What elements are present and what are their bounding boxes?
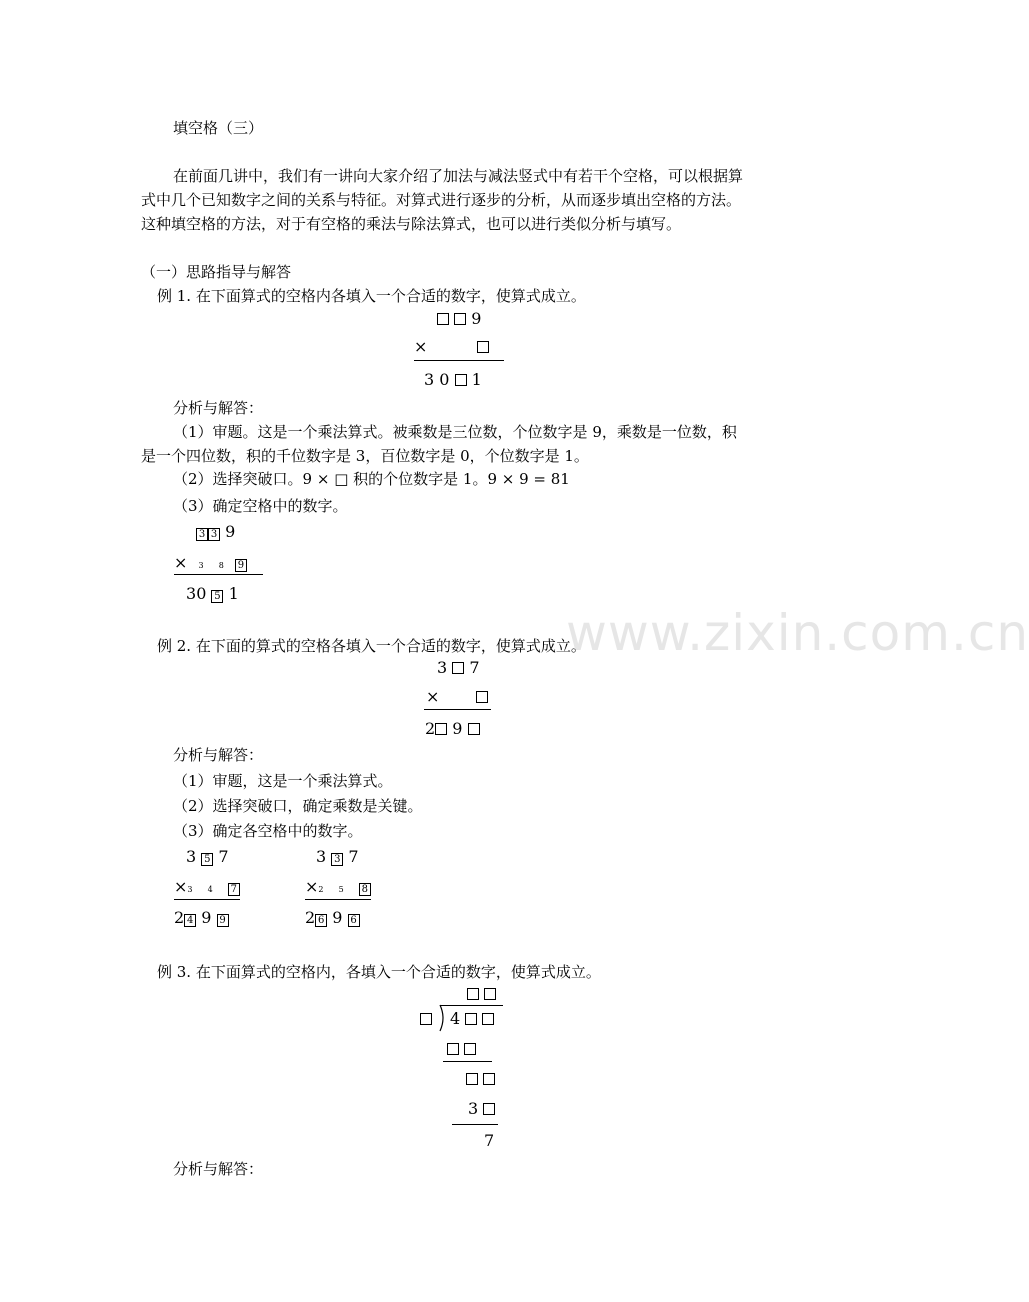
- digit: 7: [348, 847, 359, 866]
- ex2-step2: （2）选择突破口，确定乘数是关键。: [173, 797, 423, 815]
- example1-prompt: 例 1. 在下面算式的空格内各填入一个合适的数字，使算式成立。: [157, 287, 586, 305]
- ex3-analysis-title: 分析与解答：: [173, 1160, 264, 1178]
- digit: 0: [196, 584, 207, 603]
- blank-box: [452, 662, 464, 674]
- ex1-problem-rule: [414, 360, 504, 361]
- digit: 9: [201, 908, 212, 927]
- carry-digit: 2: [318, 885, 324, 894]
- digit: 0: [439, 370, 450, 389]
- digit: 2: [305, 908, 316, 927]
- ex1-solution-row1: [196, 522, 235, 542]
- ex1-step1-line1: （1）审题。这是一个乘法算式。被乘数是三位数，个位数字是 9，乘数是一位数，积: [173, 423, 737, 441]
- ex1-problem-product: [424, 370, 482, 390]
- carry-digit: 8: [218, 561, 224, 570]
- ex1-solution-product: [186, 584, 239, 604]
- intro-line-2: 式中几个已知数字之间的关系与特征。对算式进行逐步的分析，从而逐步填出空格的方法。: [141, 191, 742, 209]
- ex2-left-row2: [174, 877, 240, 900]
- digit: 3: [468, 1099, 479, 1118]
- intro-line-3: 这种填空格的方法，对于有空格的乘法与除法算式，也可以进行类似分析与填写。: [141, 215, 682, 233]
- ex3-sub2: [468, 1099, 495, 1119]
- digit: 1: [228, 584, 239, 603]
- ex3-division-bracket: [436, 1004, 448, 1032]
- blank-box: [484, 988, 496, 1000]
- ex3-sub1: [447, 1039, 476, 1059]
- filled-box: 8: [359, 883, 371, 896]
- ex3-remainder: 7: [484, 1131, 495, 1150]
- filled-box: 3: [331, 853, 343, 866]
- blank-box: [476, 691, 488, 703]
- example3-prompt: 例 3. 在下面算式的空格内，各填入一个合适的数字，使算式成立。: [157, 963, 601, 981]
- ex2-left-row1: [186, 847, 229, 867]
- ex2-multiplier: [476, 687, 488, 707]
- times-sign: ×: [426, 687, 440, 706]
- ex3-dividend: [450, 1009, 494, 1029]
- blank-box: [465, 1013, 477, 1025]
- ex3-divisor: [420, 1009, 432, 1029]
- carry-digit: 5: [338, 885, 344, 894]
- blank-box: [420, 1013, 432, 1025]
- ex2-right-product: [305, 908, 360, 928]
- ex2-problem-row1: [437, 658, 480, 678]
- times-sign: ×: [414, 337, 428, 356]
- blank-box: [455, 374, 467, 386]
- times-sign: ×: [305, 877, 319, 896]
- blank-box: [467, 988, 479, 1000]
- blank-box: [464, 1043, 476, 1055]
- ex2-step1: （1）审题，这是一个乘法算式。: [173, 772, 393, 790]
- page-title: 填空格（三）: [173, 119, 264, 137]
- blank-box: [437, 313, 449, 325]
- ex1-multiplier: [477, 337, 489, 357]
- digit: 9: [225, 522, 236, 541]
- carry-digit: 3: [187, 885, 193, 894]
- ex2-right-rule: [305, 899, 371, 900]
- ex1-digit: 9: [471, 309, 482, 328]
- digit: 7: [218, 847, 229, 866]
- blank-box: [468, 723, 480, 735]
- ex1-solution-rule: [174, 574, 263, 575]
- filled-box: 4: [184, 914, 196, 927]
- carry-digit: 3: [198, 561, 204, 570]
- ex2-problem-rule: [424, 709, 491, 710]
- filled-box: 5: [201, 853, 213, 866]
- ex1-step2: （2）选择突破口。9 × □ 积的个位数字是 1。9 × 9 = 81: [173, 470, 570, 488]
- ex3-division-bar: [440, 1005, 503, 1006]
- section-heading: （一）思路指导与解答: [141, 263, 292, 281]
- digit: 3: [316, 847, 327, 866]
- ex1-step3: （3）确定空格中的数字。: [173, 497, 348, 515]
- digit: 4: [450, 1009, 461, 1028]
- blank-box: [447, 1043, 459, 1055]
- ex2-left-product: [174, 908, 229, 928]
- ex3-rule-2: [452, 1124, 498, 1125]
- watermark: www.zixin.com.cn: [566, 604, 1029, 662]
- digit: 7: [469, 658, 480, 677]
- ex2-analysis-title: 分析与解答：: [173, 746, 264, 764]
- digit: 3: [437, 658, 448, 677]
- blank-box: [477, 341, 489, 353]
- digit: 9: [452, 719, 463, 738]
- ex3-rule-1: [443, 1061, 492, 1062]
- blank-box: [483, 1073, 495, 1085]
- digit: 1: [471, 370, 482, 389]
- ex1-analysis-title: 分析与解答：: [173, 399, 264, 417]
- blank-box: [483, 1103, 495, 1115]
- carry-digit: 4: [207, 885, 213, 894]
- ex2-right-row1: [316, 847, 359, 867]
- filled-box: 9: [217, 914, 229, 927]
- ex3-quotient: [467, 984, 496, 1004]
- times-sign: ×: [174, 877, 188, 896]
- digit: 2: [174, 908, 185, 927]
- digit: 3: [186, 584, 197, 603]
- ex2-left-rule: [174, 899, 240, 900]
- digit: 3: [424, 370, 435, 389]
- blank-box: [466, 1073, 478, 1085]
- ex2-problem-row2: [426, 687, 439, 707]
- blank-box: [454, 313, 466, 325]
- filled-box: 3: [196, 528, 208, 541]
- digit: 9: [332, 908, 343, 927]
- filled-box: 6: [348, 914, 360, 927]
- times-sign: ×: [174, 553, 188, 572]
- filled-box: 7: [228, 883, 240, 896]
- ex1-step1-line2: 是一个四位数，积的千位数字是 3，百位数字是 0，个位数字是 1。: [141, 447, 589, 465]
- ex2-problem-product: [425, 719, 480, 739]
- ex2-step3: （3）确定各空格中的数字。: [173, 822, 363, 840]
- example2-prompt: 例 2. 在下面的算式的空格各填入一个合适的数字，使算式成立。: [157, 637, 586, 655]
- filled-box: 9: [235, 559, 247, 572]
- ex1-problem-row2: [414, 337, 427, 357]
- digit: 3: [186, 847, 197, 866]
- filled-box: 3: [208, 528, 220, 541]
- digit: 2: [425, 719, 436, 738]
- ex3-partial: [466, 1069, 495, 1089]
- filled-box: 5: [211, 590, 223, 603]
- ex1-problem-row1: [437, 309, 481, 329]
- intro-line-1: 在前面几讲中，我们有一讲向大家介绍了加法与减法竖式中有若干个空格，可以根据算: [173, 167, 744, 185]
- filled-box: 6: [315, 914, 327, 927]
- ex1-solution-row2: [174, 553, 247, 576]
- blank-box: [435, 723, 447, 735]
- ex2-right-row2: [305, 877, 371, 900]
- blank-box: [482, 1013, 494, 1025]
